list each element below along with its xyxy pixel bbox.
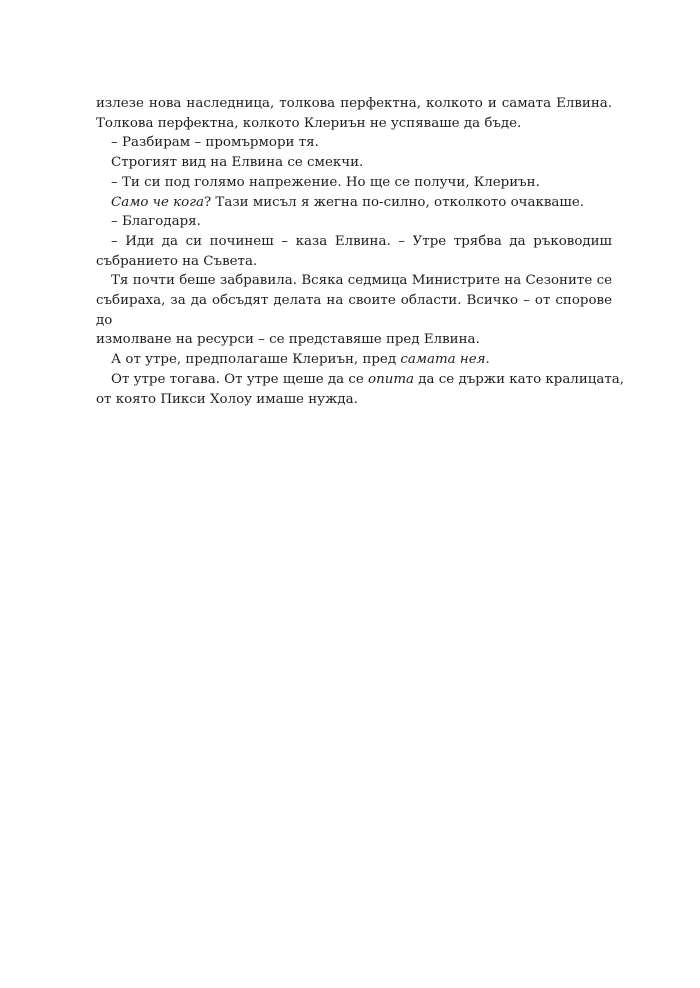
text-span: да се държи като кралицата, <box>414 371 624 387</box>
dialogue-line: – Иди да си починеш – каза Елвина. – Утре трябва да ръководиш <box>111 233 612 249</box>
text-line: измолване на ресурси – се представяше пред Елвина. <box>96 332 480 348</box>
italic-text: самата нея <box>400 352 486 368</box>
text-span: . <box>485 352 490 368</box>
text-span: От утре тогава. От утре щеше да се <box>111 371 369 387</box>
italic-text: опита <box>368 371 415 387</box>
italic-text: Само че кога <box>111 194 204 210</box>
text-line: Строгият вид на Елвина се смекчи. <box>111 155 364 171</box>
text-line: събранието на Съвета. <box>96 253 258 269</box>
dialogue-line: – Ти си под голямо напрежение. Но ще се получи, Клериън. <box>111 174 540 190</box>
text-line: събираха, за да обсъдят делата на своите области. Всичко – от спорове до <box>96 293 612 328</box>
text-span: ? Тази мисъл я жегна по-силно, отколкото очакваше. <box>203 194 584 210</box>
text-line: от която Пикси Холоу имаше нужда. <box>96 391 358 407</box>
text-span: А от утре, предполагаше Клериън, пред <box>111 352 401 368</box>
dialogue-line: – Благодаря. <box>111 214 201 230</box>
text-line: Тя почти беше забравила. Всяка седмица Министрите на Сезоните се <box>111 273 612 289</box>
document-body <box>96 94 624 409</box>
text-line: излезе нова наследница, толкова перфектна, колкото и самата Елвина. <box>96 96 612 111</box>
text-line <box>96 350 612 370</box>
dialogue-line: – Разбирам – промърмори тя. <box>111 135 319 151</box>
text-line <box>96 370 624 390</box>
text-line <box>96 193 612 213</box>
text-line: Толкова перфектна, колкото Клериън не успяваше да бъде. <box>96 115 522 131</box>
